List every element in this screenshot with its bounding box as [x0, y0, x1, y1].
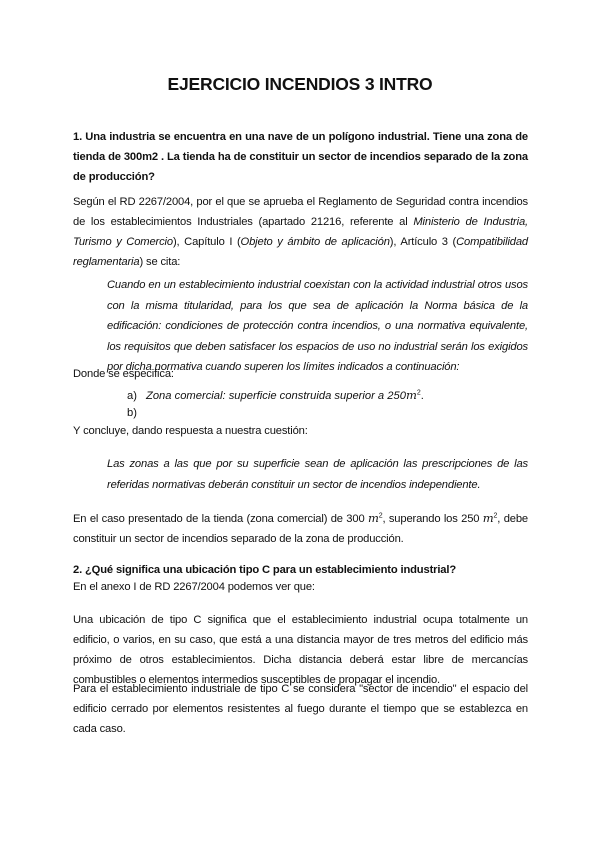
concludes-line: Y concluye, dando respuesta a nuestra cuestión: — [73, 425, 308, 437]
conclusion-unit-2: m — [482, 511, 494, 525]
q2-paragraph-1: Una ubicación de tipo C significa que el establecimiento industrial ocupa totalmente un edificio, o varios, en su caso, que está a una distancia mayor de tres metros del edificio más próximo de otros establecimientos. Dicha distancia deberá estar libre de mercancías combustibles o elementos intermedios susceptibles de propagar el incendio. — [73, 614, 528, 686]
page-title: EJERCICIO INCENDIOS 3 INTRO — [167, 74, 433, 94]
intro-chapter: Objeto y ámbito de aplicación — [240, 236, 390, 248]
quote-article-3: Cuando en un establecimiento industrial coexistan con la actividad industrial otros usos con la misma titularidad, para los que sea de aplicación la Norma básica de la edificación: condiciones de protección contra incendios, o una normativa equivalente, los requisitos que deben satisfacer los espacios de uso no industrial serán los exigidos por dicha normativa cuando superen los límites indicados a continuación: — [107, 279, 528, 374]
conclusion-text-3: , debe constituir un sector de incendios separado de la zona de producción. — [73, 513, 528, 545]
list-item-a-exp: 2 — [416, 389, 421, 397]
annex-line: En el anexo I de RD 2267/2004 podemos ver que: — [73, 581, 315, 593]
q1-conclusion-paragraph — [73, 508, 528, 549]
question-1: 1. Una industria se encuentra en una nave de un polígono industrial. Tiene una zona de tienda de 300m2 . La tienda ha de constituir un sector de incendios separado de la zona de producción? — [73, 131, 528, 183]
list-item-a-unit: m — [405, 388, 417, 402]
conclusion-text-1: En el caso presentado de la tienda (zona comercial) de 300 — [73, 513, 368, 525]
quote-conclusion: Las zonas a las que por su superficie sean de aplicación las prescripciones de las referidas normativas deberán constituir un sector de incendios independiente. — [107, 458, 528, 491]
q2-paragraph-2: Para el establecimiento industriale de tipo C se considera "sector de incendio" el espacio del edificio cerrado por elementos resistentes al fuego durante el tiempo que se establezca en cada caso. — [73, 683, 528, 735]
conclusion-text-2: , superando los 250 — [382, 513, 483, 525]
list-marker-b: b) — [127, 407, 137, 419]
list-item-a-text: Zona comercial: superficie construida superior a 250 — [146, 390, 406, 402]
list-item-b — [127, 403, 146, 423]
conclusion-exp: 2 — [378, 512, 383, 520]
intro-text-4: ) se cita: — [139, 256, 181, 268]
list-item-a — [127, 385, 424, 406]
list-marker-a: a) — [127, 390, 137, 402]
conclusion-exp-2: 2 — [493, 512, 498, 520]
question-2: 2. ¿Qué significa una ubicación tipo C para un establecimiento industrial? — [73, 564, 457, 576]
intro-text-2: ), Capítulo I ( — [172, 236, 241, 248]
conclusion-unit: m — [367, 511, 379, 525]
intro-article: Compatibilidad reglamentaria — [73, 236, 528, 268]
intro-text-1: Según el RD 2267/2004, por el que se aprueba el Reglamento de Seguridad contra incendios de los establecimientos Industriales (apartado 21216, referente al — [73, 196, 528, 228]
intro-text-3: ), Artículo 3 ( — [389, 236, 457, 248]
list-item-a-end: . — [420, 390, 424, 402]
intro-ministry: Ministerio de Industria, Turismo y Comercio — [73, 216, 528, 248]
q1-intro-paragraph — [73, 192, 528, 272]
specifies-line: Donde se especifica: — [73, 368, 174, 380]
